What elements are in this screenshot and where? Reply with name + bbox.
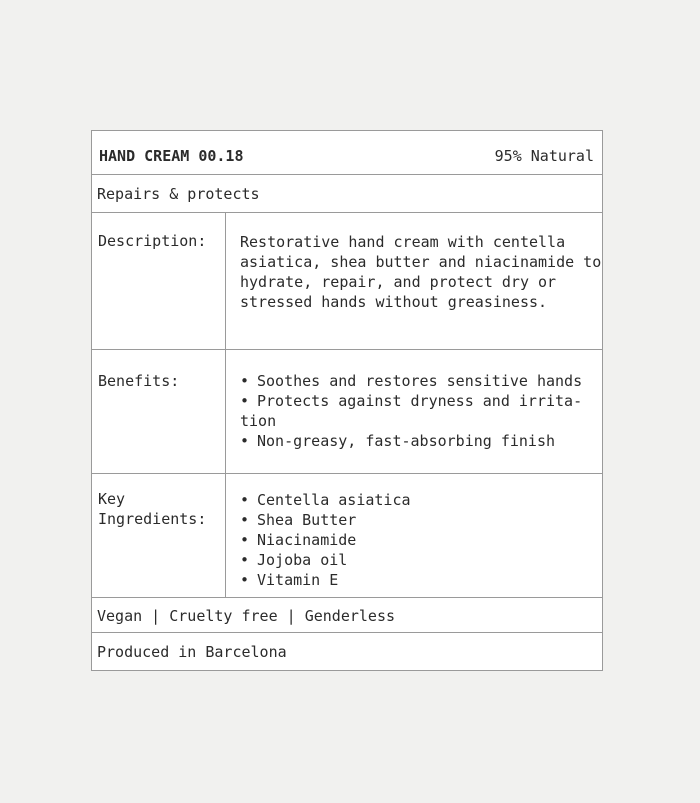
- attributes: Vegan | Cruelty free | Genderless: [97, 607, 396, 625]
- tagline: Repairs & protects: [97, 185, 260, 203]
- description-line: stressed hands without greasiness.: [240, 293, 548, 311]
- column-divider: [225, 350, 226, 473]
- attributes-row: [92, 598, 602, 633]
- product-name: HAND CREAM 00.18: [99, 147, 244, 165]
- description-line: asiatica, shea butter and niacinamide to: [240, 253, 602, 271]
- benefits-row: [92, 350, 602, 474]
- tagline-row: [92, 175, 602, 213]
- list-item: [240, 431, 582, 451]
- natural-percent: 95% Natural: [494, 147, 594, 165]
- bullet-icon: •: [240, 551, 250, 569]
- benefit-text: Non-greasy, fast-absorbing finish: [257, 432, 556, 450]
- benefit-text: Protects against dryness and irrita-: [257, 392, 583, 410]
- benefit-text: Soothes and restores sensitive hands: [257, 372, 583, 390]
- bullet-icon: •: [240, 392, 250, 410]
- origin-row: [92, 633, 602, 670]
- ingredients-label: Key: [98, 490, 126, 508]
- ingredient-text: Shea Butter: [257, 511, 357, 529]
- bullet-icon: •: [240, 531, 250, 549]
- bullet-icon: •: [240, 432, 250, 450]
- ingredients-row: [92, 474, 602, 598]
- bullet-icon: •: [240, 491, 250, 509]
- list-item: [240, 530, 411, 550]
- bullet-icon: •: [240, 372, 250, 390]
- header-row: [92, 131, 602, 175]
- ingredient-text: Niacinamide: [257, 531, 357, 549]
- bullet-icon: •: [240, 511, 250, 529]
- ingredient-text: Centella asiatica: [257, 491, 411, 509]
- list-item: [240, 490, 411, 510]
- list-item: [240, 510, 411, 530]
- benefit-text: tion: [240, 412, 277, 430]
- product-label-card: [91, 130, 603, 671]
- ingredient-text: Vitamin E: [257, 571, 339, 589]
- origin: Produced in Barcelona: [97, 643, 287, 661]
- benefits-list: [240, 371, 582, 451]
- bullet-icon: •: [240, 571, 250, 589]
- list-item: [240, 371, 582, 391]
- ingredient-text: Jojoba oil: [257, 551, 348, 569]
- list-item: [240, 550, 411, 570]
- ingredients-list: [240, 490, 411, 590]
- ingredients-label: Ingredients:: [98, 510, 207, 528]
- list-item: [240, 570, 411, 590]
- description-label: Description:: [98, 232, 207, 250]
- column-divider: [225, 474, 226, 597]
- description-line: Restorative hand cream with centella: [240, 233, 566, 251]
- list-item: [240, 391, 582, 411]
- description-line: hydrate, repair, and protect dry or: [240, 273, 557, 291]
- description-row: [92, 213, 602, 350]
- list-item: [240, 411, 582, 431]
- benefits-label: Benefits:: [98, 372, 180, 390]
- column-divider: [225, 213, 226, 349]
